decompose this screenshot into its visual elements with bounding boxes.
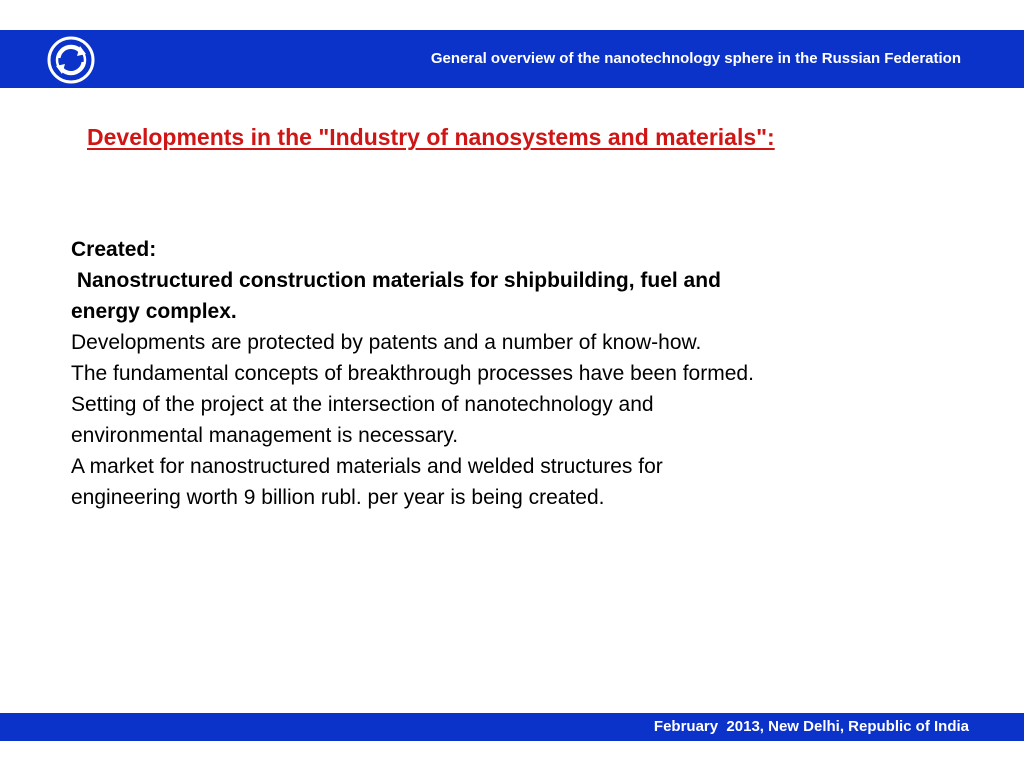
- slide-body: [71, 234, 951, 513]
- header-title: General overview of the nanotechnology sphere in the Russian Federation: [430, 50, 961, 67]
- paragraph-line: The fundamental concepts of breakthrough processes have been formed.: [71, 362, 754, 385]
- created-label: Created:: [71, 238, 157, 261]
- paragraph-line: environmental management is necessary.: [71, 424, 459, 447]
- header-bar: [0, 30, 1024, 88]
- paragraph-line: Developments are protected by patents and a number of know-how.: [71, 331, 702, 354]
- circular-arrows-logo-icon: [45, 34, 97, 86]
- bold-line-2: energy complex.: [71, 300, 237, 323]
- paragraph-line: A market for nanostructured materials and welded structures for: [71, 455, 663, 478]
- slide-heading: Developments in the "Industry of nanosystems and materials":: [87, 124, 775, 150]
- paragraph-line: Setting of the project at the intersection of nanotechnology and: [71, 393, 654, 416]
- footer-bar: [0, 713, 1024, 741]
- bold-line-1: Nanostructured construction materials for shipbuilding, fuel and: [71, 269, 721, 292]
- footer-text: February 2013, New Delhi, Republic of India: [653, 718, 969, 735]
- paragraph-line: engineering worth 9 billion rubl. per year is being created.: [71, 486, 605, 509]
